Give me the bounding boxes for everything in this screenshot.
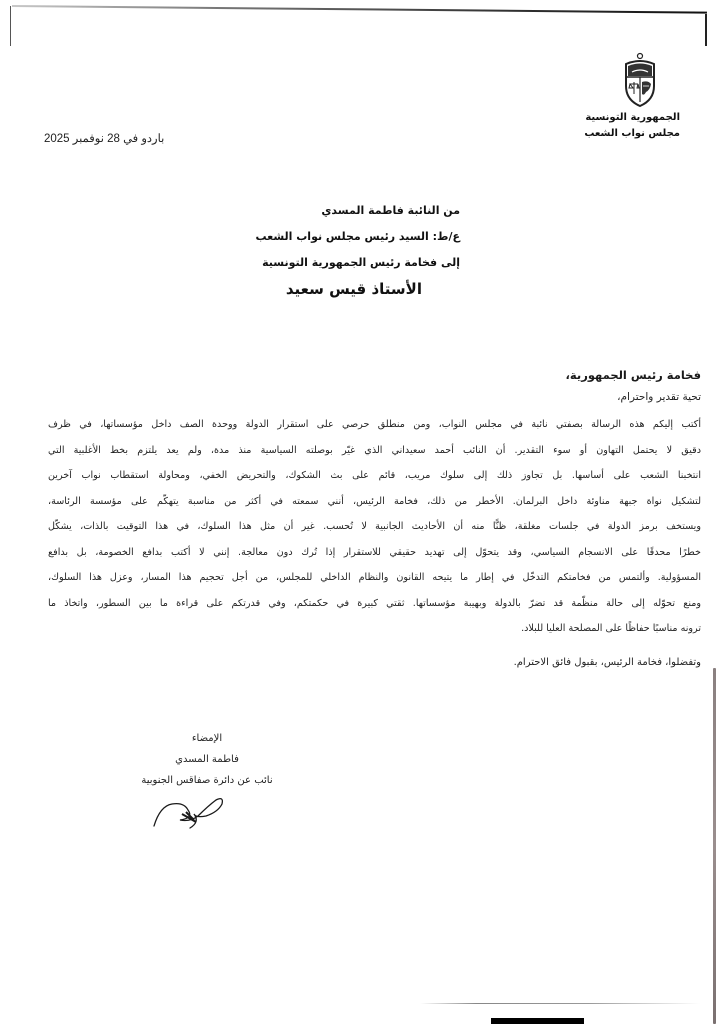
body-line: خطرًا محدقًا على الانسجام السياسي، وقد يتحوّل إلى تهديد حقيقي للاستقرار إذا تُرك دون معالجة. إنني لا أكتب بدافع الخصومة، بل بدافع — [48, 546, 701, 558]
tunisian-coat-of-arms-icon — [620, 52, 660, 110]
salutation-greeting: تحية تقدير واحترام، — [617, 391, 701, 403]
body-line: ترونه مناسبًا حفاظًا على المصلحة العليا للبلاد. — [521, 623, 701, 634]
body-line: المسؤولية. وألتمس من فخامتكم التدخّل في إطار ما يتيحه القانون والنظام الداخلي للمجلس، من أجل تحجيم هذا المسار، وعزل هذا السلوك، — [48, 572, 701, 583]
body-line: ويستخف برمز الدولة في جلسات مغلقة، ظنًّا منه أن الأحاديث الجانبية لا تُحسب. غير أن مثل هذا السلوك، في هذا التوقيت بالذات، يشكّل — [48, 521, 701, 532]
institution-line-parliament: مجلس نواب الشعب — [584, 128, 680, 139]
scan-border-right-top — [705, 14, 707, 46]
address-block — [255, 198, 460, 302]
recipient-title-line: إلى فخامة رئيس الجمهورية التونسية — [262, 256, 460, 269]
body-line: لتشكيل نواة جبهة مناوئة داخل البرلمان. الأخطر من ذلك، فخامة الرئيس، أنني سمعته في أكثر من مناسبة يتهكّم على مؤسسة الرئاسة، — [48, 495, 701, 507]
scan-border-right-lower — [713, 668, 716, 1024]
scan-border-left — [10, 6, 11, 46]
handwritten-signature-icon — [150, 792, 230, 832]
letter-date: باردو في 28 نوفمبر 2025 — [44, 133, 165, 145]
letter-body — [48, 412, 701, 642]
scan-edge-mark — [491, 1018, 584, 1024]
body-line: ومنع تحوّله إلى حالة منظّمة قد تضرّ بالدولة وبهيبة مؤسساتها. ثقتي كبيرة في حكمتكم، وفي قدرتكم على قراءة ما بين السطور، واتخاذ ما — [48, 597, 701, 609]
signature-block — [112, 728, 302, 791]
body-line: دقيق لا يحتمل التهاون أو سوء التقدير. أن النائب أحمد سعيداني الذي غيّر بوصلته السياسية منذ مدة، ولم يعد يلتزم بخط الأغلبية التي — [48, 444, 701, 456]
institution-line-republic: الجمهورية التونسية — [585, 112, 680, 123]
signature-label: الإمضاء — [191, 733, 223, 744]
body-line: انتخبنا الشعب على أساسها. بل تجاوز ذلك إلى سلوك مريب، قائم على بث الشكوك، والتحريض الخفي، ومحاولة استقطاب نواب آخرين — [48, 470, 701, 481]
scan-border-top — [12, 5, 707, 14]
sender-line: من النائبة فاطمة المسدي — [321, 204, 460, 217]
body-line: أكتب إليكم هذه الرسالة بصفتي نائبة في مجلس النواب، ومن منطلق حرصي على استقرار الدولة ووحدة الصف داخل مؤسساتها، في ظرف — [48, 419, 701, 430]
salutation-title: فخامة رئيس الجمهورية، — [565, 368, 701, 382]
salutation — [401, 364, 701, 408]
signatory-name: فاطمة المسدي — [175, 754, 239, 765]
via-line: ع/ط: السيد رئيس مجلس نواب الشعب — [255, 230, 460, 243]
letterhead — [584, 52, 680, 142]
scan-border-bottom — [420, 1003, 700, 1004]
closing-line: وتفضلوا، فخامة الرئيس، بقبول فائق الاحترام. — [513, 657, 701, 668]
signatory-role: نائب عن دائرة صفاقس الجنوبية — [141, 775, 273, 786]
recipient-name: الأستاذ قيس سعيد — [285, 280, 422, 298]
